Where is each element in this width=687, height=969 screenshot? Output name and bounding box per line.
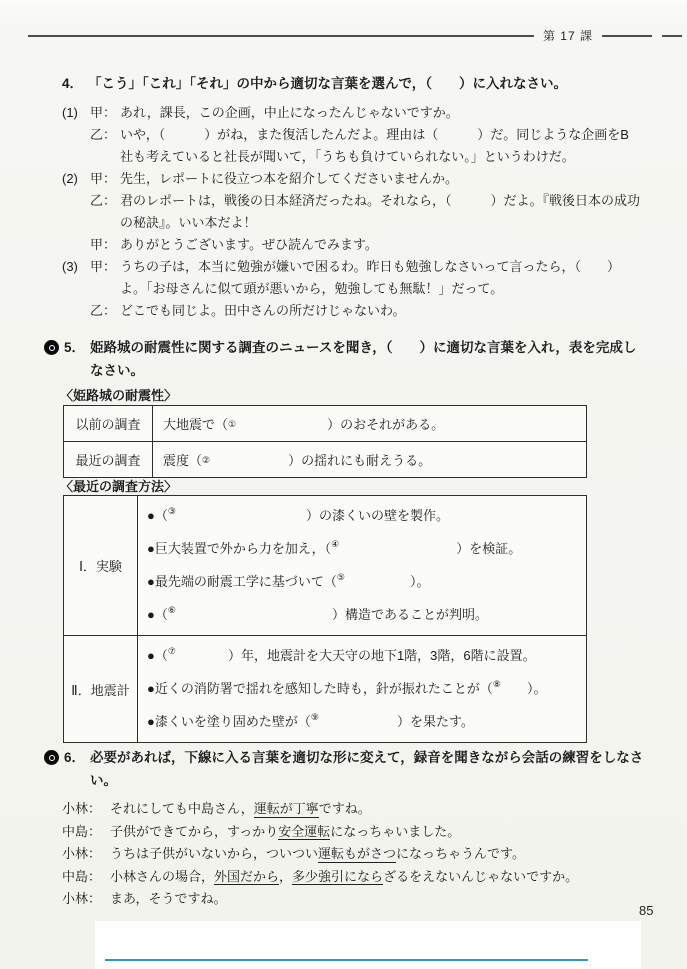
bullet-list	[138, 496, 586, 635]
exercise-4-dialogues	[62, 102, 640, 322]
lesson-label: 第 17 課	[542, 29, 593, 43]
dialogue-text: まあ，そうですね。	[110, 891, 227, 906]
dialogue-text: いや，（ ）がね，また復活したんだよ。理由は（ ）だ。同じような企画をB社も考えていると社長が聞いて，「うちも負けていられない。」というわけだ。	[120, 127, 629, 164]
exercise-6-dialogue	[62, 798, 650, 911]
exercise-5-section	[44, 336, 644, 382]
seismic-survey-table	[63, 405, 587, 478]
circled-number: ⑤	[336, 572, 345, 582]
item-number	[62, 190, 90, 234]
dialogue-line	[62, 124, 640, 168]
exercise-number: 4．	[62, 76, 84, 91]
dialogue-line	[62, 234, 640, 256]
dialogue-text: 子供ができてから，すっかり安全運転になっちゃいました。	[110, 823, 461, 839]
row-text: 大地震で（ ① ）のおそれがある。	[163, 417, 445, 432]
bullet-item: ●（⑦ ）年，地震計を大天守の地下1階，3階，6階に設置。	[147, 646, 536, 663]
item-number	[62, 124, 90, 168]
circled-number: ⑨	[310, 712, 319, 722]
speaker-label: 甲：	[90, 105, 117, 120]
dialogue-text: どこでも同じよ。田中さんの所だけじゃないわ。	[120, 303, 406, 318]
circled-number: ③	[167, 506, 176, 516]
dialogue-text: 先生，レポートに役立つ本を紹介してくださいませんか。	[120, 171, 459, 186]
underlined-word: 外国だから	[214, 868, 280, 884]
item-number: (2)	[62, 171, 78, 186]
circled-number: ⑥	[167, 605, 176, 615]
dialogue-line	[62, 256, 640, 300]
underlined-word: 運転が丁寧	[253, 801, 319, 816]
dialogue-line	[62, 168, 640, 190]
bullet-item: ●近くの消防署で揺れを感知した時も，針が振れたことが（⑧ ）。	[147, 679, 547, 696]
speaker-label: 中島：	[62, 823, 102, 839]
page-header	[28, 27, 682, 44]
dialogue-text: うちは子供がいないから，ついつい運転もがさつになっちゃうんです。	[110, 846, 525, 861]
dialogue-text: それにしても中島さん，運転が丁寧ですね。	[110, 801, 371, 816]
table-row	[64, 406, 586, 441]
table-row	[64, 635, 586, 742]
speaker-label: 小林：	[62, 846, 102, 861]
header-rule-end	[662, 35, 682, 37]
circled-number: ⑦	[167, 646, 176, 656]
dialogue-text: 君のレポートは，戦後の日本経済だったね。それなら，（ ）だよ。『戦後日本の成功の秘訣』。いい本だよ！	[120, 193, 641, 230]
table-row	[64, 496, 586, 635]
dialogue-line	[62, 102, 640, 124]
exercise-number: 5．	[64, 340, 86, 355]
dialogue-line	[62, 843, 650, 866]
bullet-item: ●（⑥ ）構造であることが判明。	[147, 605, 488, 622]
item-number: (3)	[62, 259, 78, 274]
audio-icon	[44, 750, 59, 765]
dialogue-line	[62, 798, 650, 821]
circled-number: ④	[331, 539, 340, 549]
underlined-word: 安全運転	[278, 823, 331, 839]
dialogue-line	[62, 190, 640, 234]
speaker-label: 小林：	[62, 891, 102, 906]
speaker-label: 乙：	[90, 193, 117, 208]
exercise-6-section	[44, 746, 650, 911]
exercise-4-heading	[62, 72, 640, 95]
exercise-6-heading	[44, 746, 650, 792]
exercise-title: 「こう」「これ」「それ」の中から適切な言葉を選んで，（ ）に入れなさい。	[88, 76, 567, 91]
speaker-label: 甲：	[90, 237, 117, 252]
speaker-label: 小林：	[62, 801, 102, 816]
dialogue-line	[62, 821, 650, 844]
item-number: (1)	[62, 105, 78, 120]
bullet-item: ●最先端の耐震工学に基づいて（⑤ ）。	[147, 572, 430, 589]
speaker-label: 乙：	[90, 127, 117, 142]
exercise-5-heading	[44, 336, 644, 382]
circled-number: ⑧	[492, 679, 501, 689]
exercise-4-section	[62, 72, 640, 322]
exercise-title: 姫路城の耐震性に関する調査のニュースを聞き，（ ）に適切な言葉を入れ，表を完成しなさい。	[90, 340, 637, 378]
bottom-scan-box	[95, 921, 641, 969]
row-label: Ⅱ．地震計	[64, 636, 138, 742]
underlined-word: 多少強引になら	[292, 868, 384, 884]
item-number	[62, 234, 90, 256]
header-rule-right	[602, 35, 652, 37]
row-label: 以前の調査	[64, 406, 153, 441]
header-rule-left	[28, 35, 534, 37]
row-label: 最近の調査	[64, 442, 153, 477]
audio-icon	[44, 340, 59, 355]
exercise-title: 必要があれば，下線に入る言葉を適切な形に変えて，録音を聞きながら会話の練習をしなさい。	[90, 750, 644, 788]
bullet-item: ●漆くいを塗り固めた壁が（⑨ ）を果たす。	[147, 712, 474, 729]
speaker-label: 甲：	[90, 171, 117, 186]
dialogue-text: ありがとうございます。ぜひ読んでみます。	[120, 237, 378, 252]
row-label: Ⅰ．実験	[64, 496, 138, 635]
table1-heading: 〈姫路城の耐震性〉	[60, 388, 178, 403]
speaker-label: 乙：	[90, 303, 117, 318]
dialogue-text: あれ，課長，この企画，中止になったんじゃないですか。	[120, 105, 459, 120]
dialogue-line	[62, 888, 650, 911]
survey-method-table	[63, 495, 587, 743]
bullet-list	[138, 636, 586, 742]
item-number	[62, 300, 90, 322]
dialogue-text: 小林さんの場合，外国だから，多少強引にならざるをえないんじゃないですか。	[110, 868, 579, 884]
dialogue-line	[62, 300, 640, 322]
exercise-number: 6．	[64, 750, 86, 765]
speaker-label: 甲：	[90, 259, 117, 274]
dialogue-text: うちの子は，本当に勉強が嫌いで困るわ。昨日も勉強しなさいって言ったら，（ ）よ。「お母さんに似て頭が悪いから，勉強しても無駄！」だって。	[120, 259, 620, 296]
page-number: 85	[639, 903, 654, 918]
table-row	[64, 441, 586, 477]
dialogue-line	[62, 866, 650, 889]
speaker-label: 中島：	[62, 868, 102, 884]
underlined-word: 運転もがさつ	[318, 846, 397, 861]
bullet-item: ●（③ ）の漆くいの壁を製作。	[147, 506, 449, 523]
table2-heading: 〈最近の調査方法〉	[60, 479, 178, 494]
bullet-item: ●巨大装置で外から力を加え，（④ ）を検証。	[147, 539, 522, 556]
blue-divider-line	[105, 959, 588, 961]
row-text: 震度（ ② ）の揺れにも耐えうる。	[163, 453, 432, 468]
